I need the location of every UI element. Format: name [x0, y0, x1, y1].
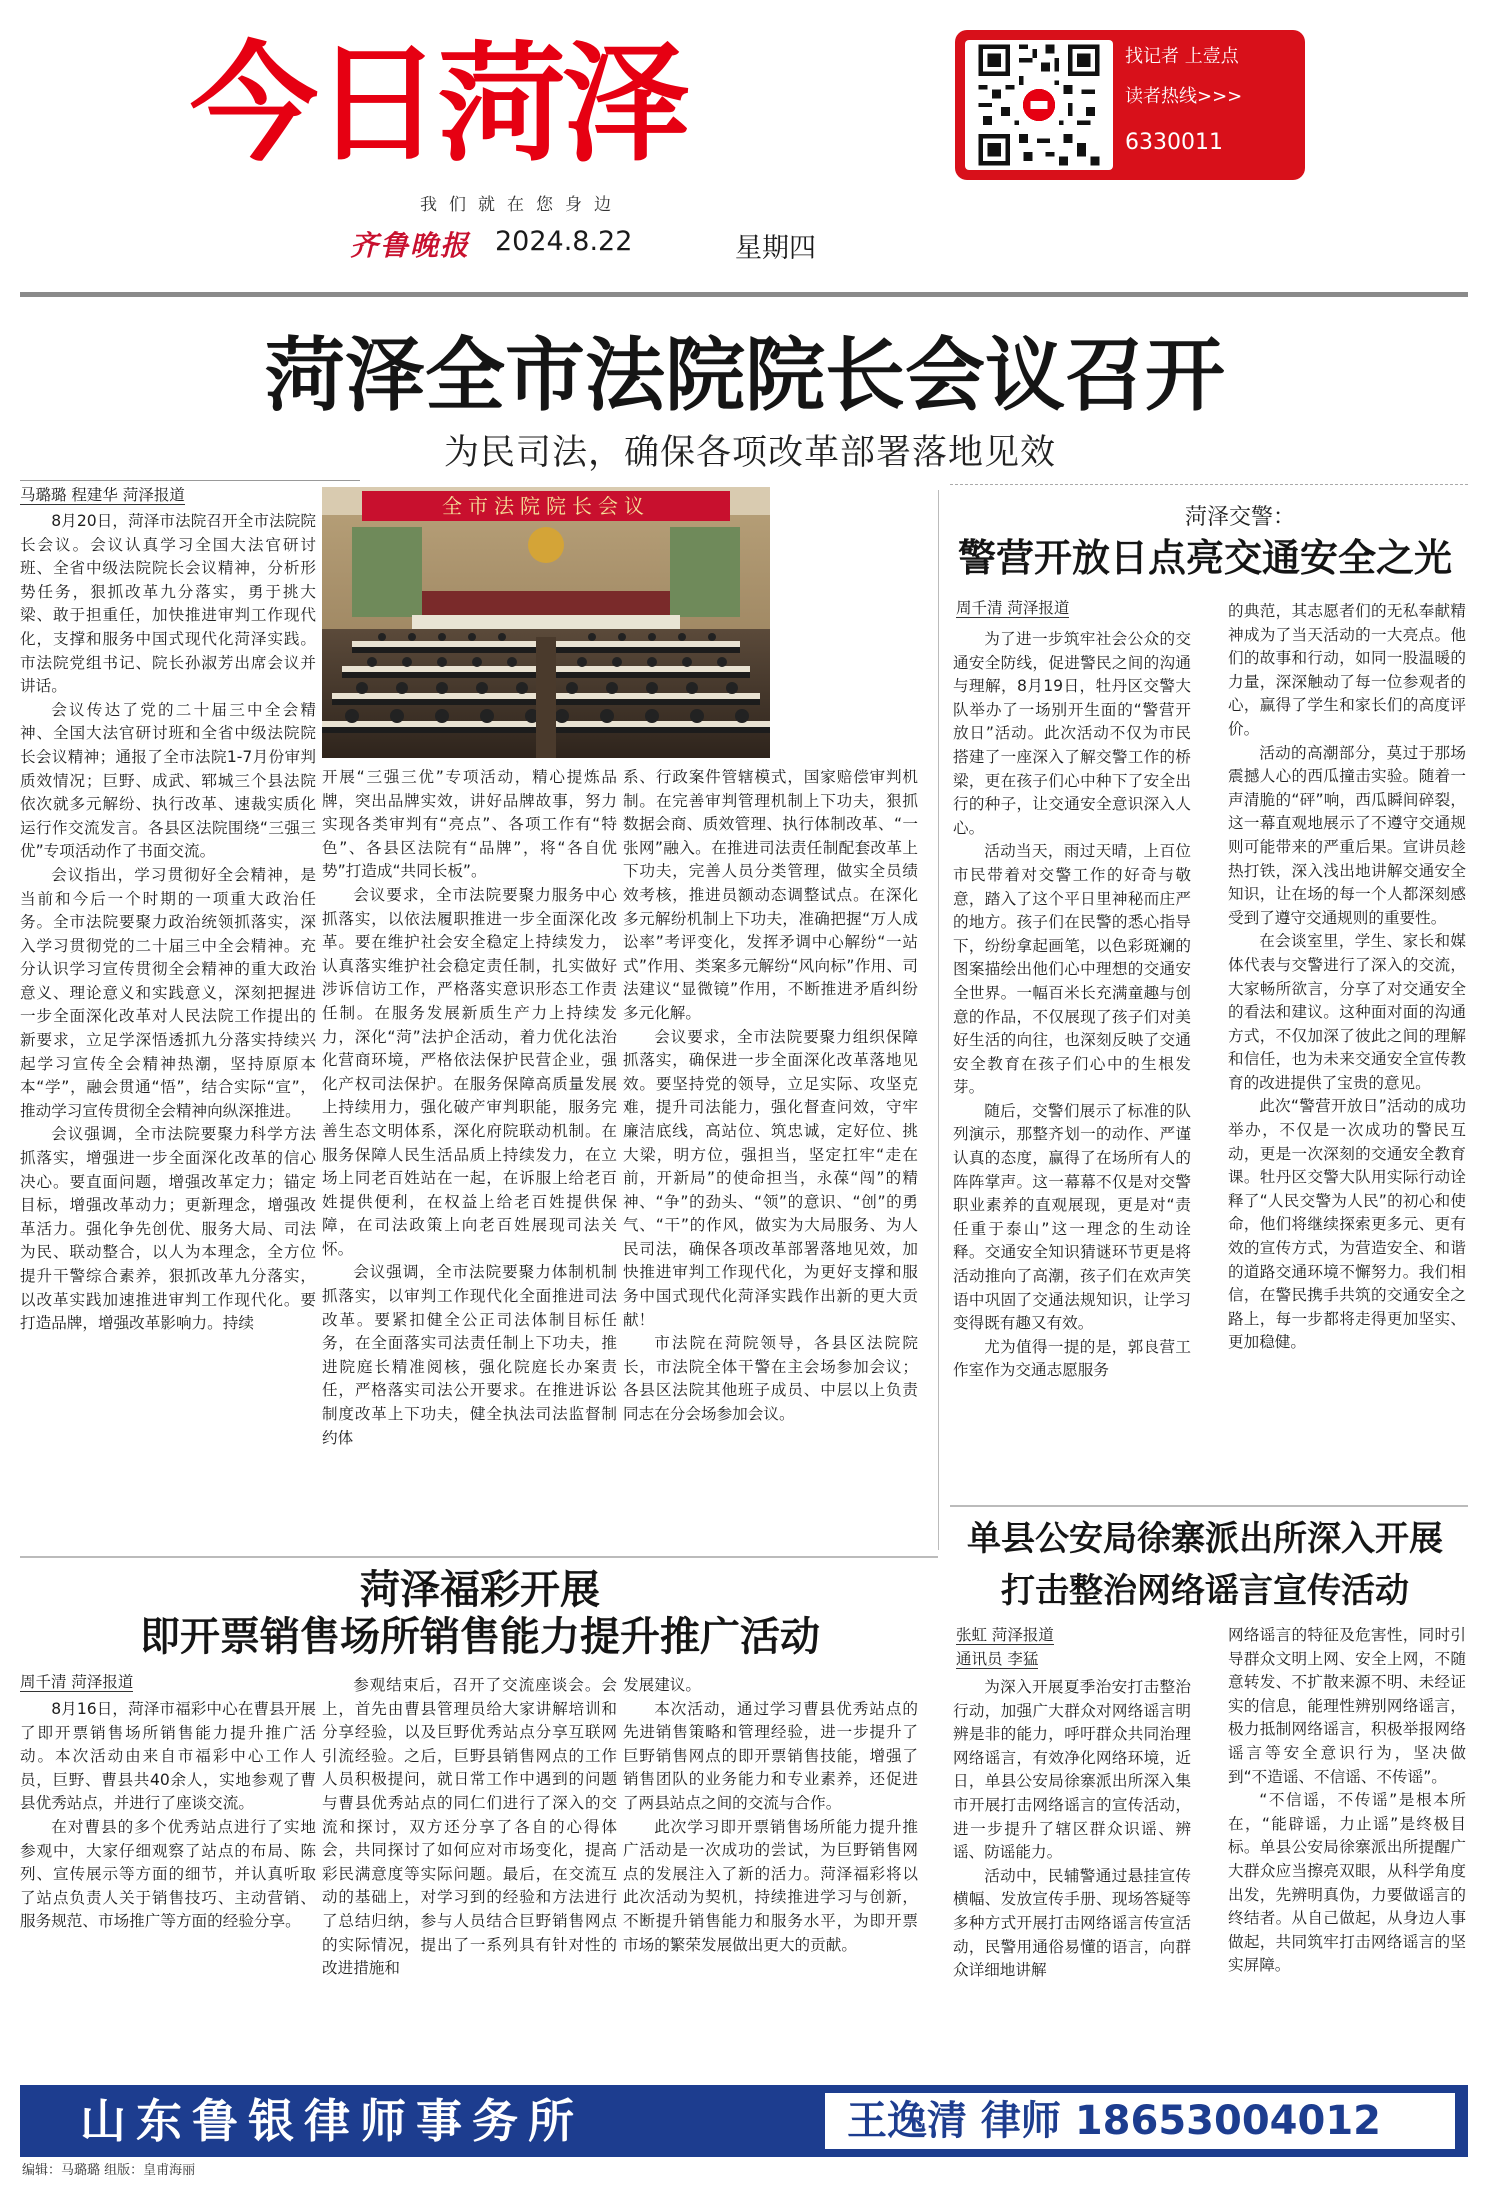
traffic-kicker: 菏泽交警：: [1184, 505, 1295, 530]
police-headline-line2: 打击整治网络谣言宣传活动: [1001, 1571, 1409, 1611]
paper-name-logo: 齐鲁晚报: [350, 229, 471, 262]
paragraph: 会议要求，全市法院要聚力服务中心抓落实，以依法履职推进一步全面深化改革。要在维护社会安全稳定上持续发力，认真落实维护社会稳定责任制，扎实做好涉诉信访工作，严格落实意识形态工作责任制。在服务发展新质生产力上持续发力，深化“菏”法护企活动，着力优化法治化营商环境，严格依法保护民营企业，强化产权司法保护。在服务保障高质量发展上持续用力，强化破产审判职能，服务完善生态文明体系，深化府院联动机制。在服务保障人民生活品质上持续发力，在立场上同老百姓站在一起，在诉服上给老百姓提供便利，在权益上给老百姓提供保障，在司法政策上向老百姓展现司法关怀。: [322, 885, 617, 1258]
paragraph: 会议传达了党的二十届三中全会精神、全国大法官研讨班和全省中级法院院长会议精神；通报了全市法院1-7月份审判质效情况；巨野、成武、郓城三个县法院依次就多元解纷、执行改革、速裁实质化运行作交流发言。各县区法院围绕“三强三优”专项活动作了书面交流。: [20, 700, 316, 861]
lottery-article-col1: [20, 1698, 316, 2073]
paragraph: 8月20日，菏泽市法院召开全市法院院长会议。会议认真学习全国大法官研讨班、全省中级法院院长会议精神，分析形势任务，狠抓改革九分落实，勇于挑大梁、敢于担重任，加快推进审判工作现代化，支撑和服务中国式现代化菏泽实践。市法院党组书记、院长孙淑芳出席会议并讲话。: [20, 512, 316, 696]
ad-firm-name: 山东鲁银律师事务所: [80, 2094, 584, 2148]
paragraph: 活动的高潮部分，莫过于那场震撼人心的西瓜撞击实验。随着一声清脆的“砰”响，西瓜瞬间碎裂，这一幕直观地展示了不遵守交通规则可能带来的严重后果。宣讲员趁热打铁，深入浅出地讲解交通安全知识，让在场的每一个人都深刻感受到了遵守交通规则的重要性。: [1228, 743, 1466, 927]
paragraph: 尤为值得一提的是，郭良营工作室作为交通志愿服务: [953, 1337, 1191, 1380]
hotline-number: 6330011: [1125, 130, 1223, 155]
police-article-col2: [1228, 1624, 1466, 2074]
section-divider: [950, 1505, 1468, 1507]
ad-contact: 王逸清 律师 18653004012: [825, 2093, 1455, 2149]
traffic-headline: 警营开放日点亮交通安全之光: [957, 535, 1452, 580]
issue-weekday: 星期四: [735, 233, 816, 264]
paragraph: 会议强调，全市法院要聚力科学方法抓落实，增强进一步全面深化改革的信心决心。要直面问题，增强改革定力；锚定目标，增强改革动力；更新理念，增强改革活力。强化争先创优、服务大局、司法为民、联动整合，以人为本理念，全方位提升干警综合素养，狠抓改革九分落实，以改革实践加速推进审判工作现代化。要打造品牌，增强改革影响力。持续: [20, 1125, 316, 1333]
police-article-col1: [953, 1676, 1191, 2074]
paragraph: 会议指出，学习贯彻好全会精神，是当前和今后一个时期的一项重大政治任务。全市法院要聚力政治统领抓落实，深入学习贯彻党的二十届三中全会精神。充分认识学习宣传贯彻全会精神的重大政治意义、理论意义和实践意义，深刻把握进一步全面深化改革对人民法院工作提出的新要求，立足学深悟透抓九分落实持续兴起学习宣传全会精神热潮，坚持原原本本“学”，融会贯通“悟”，结合实际“宣”，推动学习宣传贯彻全会精神向纵深推进。: [20, 865, 316, 1120]
paragraph: 活动当天，雨过天晴，上百位市民带着对交警工作的好奇与敬意，踏入了这个平日里神秘而庄严的地方。孩子们在民警的悉心指导下，纷纷拿起画笔，以色彩斑斓的图案描绘出他们心中理想的交通安全世界。一幅百米长充满童趣与创意的作品，不仅展现了孩子们对美好生活的向往，也深刻反映了交通安全教育在孩子们心中的生根发芽。: [953, 842, 1191, 1097]
section-divider: [20, 1556, 938, 1558]
paragraph: 活动中，民辅警通过悬挂宣传横幅、发放宣传手册、现场答疑等多种方式开展打击网络谣言传宣活动，民警用通俗易懂的语言，向群众详细地讲解: [953, 1866, 1191, 1980]
traffic-byline: 周千清 菏泽报道: [956, 599, 1070, 617]
paragraph: 为了进一步筑牢社会公众的交通安全防线，促进警民之间的沟通与理解，8月19日，牡丹区交警大队举办了一场别开生面的“警营开放日”活动。此次活动不仅为市民搭建了一座深入了解交警工作的桥梁，更在孩子们心中种下了安全出行的种子，让交通安全意识深入人心。: [953, 630, 1191, 837]
paragraph: 在对曹县的多个优秀站点进行了实地参观中，大家仔细观察了站点的布局、陈列、宣传展示等方面的细节，并认真听取了站点负责人关于销售技巧、主动营销、服务规范、市场推广等方面的经验分享。: [20, 1817, 316, 1931]
column-divider: [938, 490, 939, 1550]
traffic-article-col2: [1228, 600, 1466, 1520]
paragraph: 此次学习即开票销售场所能力提升推广活动是一次成功的尝试，为巨野销售网点的发展注入了新的活力。菏泽福彩将以此次活动为契机，持续推进学习与创新，不断提升销售能力和服务水平，为即开票市场的繁荣发展做出更大的贡献。: [623, 1817, 918, 1954]
paragraph: 为深入开展夏季治安打击整治行动，加强广大群众对网络谣言明辨是非的能力，呼吁群众共同治理网络谣言，有效净化网络环境，近日，单县公安局徐寨派出所深入集市开展打击网络谣言的宣传活动，进一步提升了辖区群众识谣、辨谣、防谣能力。: [953, 1678, 1191, 1862]
paragraph: 市法院在菏院领导，各县区法院院长，市法院全体干警在主会场参加会议；各县区法院其他班子成员、中层以上负责同志在分会场参加会议。: [623, 1334, 918, 1424]
hotline-label: 读者热线>>>: [1125, 86, 1243, 107]
main-article-col2: [322, 766, 617, 1548]
issue-date: 2024.8.22: [495, 226, 633, 257]
main-subhead: 为民司法，确保各项改革部署落地见效: [443, 433, 1056, 473]
paragraph: “不信谣，不传谣”是根本所在，“能辟谣，力止谣”是终极目标。单县公安局徐寨派出所提醒广大群众应当擦亮双眼，从科学角度出发，先辨明真伪，力要做谣言的终结者。从自己做起，从身边人事做起，共同筑牢打击网络谣言的坚实屏障。: [1228, 1791, 1466, 1975]
lottery-headline-line1: 菏泽福彩开展: [360, 1566, 600, 1613]
hotline-slogan: 找记者 上壹点: [1125, 46, 1239, 67]
photo-banner-text: 全市法院院长会议: [442, 494, 650, 518]
paragraph: 网络谣言的特征及危害性，同时引导群众文明上网、安全上网，不随意转发、不扩散来源不明、未经证实的信息，能理性辨别网络谣言，极力抵制网络谣言，积极举报网络谣言等安全意识行为，坚决做到“不造谣、不信谣、不传谣”。: [1228, 1626, 1466, 1786]
lottery-article-col2: [322, 1674, 617, 2074]
main-byline: 马璐璐 程建华 菏泽报道: [20, 486, 185, 504]
main-headline: 菏泽全市法院院长会议召开: [265, 328, 1225, 422]
paragraph: 此次“警营开放日”活动的成功举办，不仅是一次成功的警民互动，更是一次深刻的交通安全教育课。牡丹区交警大队用实际行动诠释了“人民交警为人民”的初心和使命，他们将继续探索更多元、更有效的宣传方式，为营造安全、和谐的道路交通环境不懈努力。我们相信，在警民携手共筑的交通安全之路上，每一步都将走得更加坚实、更加稳健。: [1228, 1097, 1466, 1352]
paragraph: 的典范，其志愿者们的无私奉献精神成为了当天活动的一大亮点。他们的故事和行动，如同一股温暖的力量，深深触动了每一位参观者的心，赢得了学生和家长们的高度评价。: [1228, 602, 1466, 738]
police-headline-line1: 单县公安局徐寨派出所深入开展: [967, 1519, 1443, 1559]
paragraph: 本次活动，通过学习曹县优秀站点的先进销售策略和管理经验，进一步提升了巨野销售网点的即开票销售技能，增强了销售团队的业务能力和专业素养，还促进了两县站点之间的交流与合作。: [623, 1699, 918, 1812]
page-credits: 编辑：马璐璐 组版：皇甫海丽: [22, 2163, 196, 2178]
paragraph: 随后，交警们展示了标准的队列演示，那整齐划一的动作、严谨认真的态度，赢得了在场所有人的阵阵掌声。这一幕幕不仅是对交警职业素养的直观展现，更是对“责任重于泰山”这一理念的生动诠释。交通安全知识猜谜环节更是将活动推向了高潮，孩子们在欢声笑语中巩固了交通法规知识，让学习变得既有趣又有效。: [953, 1101, 1191, 1333]
masthead-slogan: 我们就在您身边: [420, 195, 623, 215]
main-article-col1: [20, 510, 316, 1548]
paragraph: 在会谈室里，学生、家长和媒体代表与交警进行了深入的交流，大家畅所欲言，分享了对交通安全的看法和建议。这种面对面的沟通方式，不仅加深了彼此之间的理解和信任，也为未来交通安全宣传教育的改进提供了宝贵的意见。: [1228, 932, 1466, 1092]
main-article-col3: [623, 766, 918, 1548]
paragraph: 系、行政案件管辖模式，国家赔偿审判机制。在完善审判管理机制上下功夫，狠抓数据会商、质效管理、执行体制改革、“一张网”融入。在推进司法责任制配套改革上下功夫，完善人员分类管理，做实全员绩效考核，推进员额动态调整试点。在深化多元解纷机制上下功夫，准确把握“万人成讼率”考评变化，发挥矛调中心解纷“一站式”作用、类案多元解纷“风向标”作用、司法建议“显微镜”作用，不断推进矛盾纠纷多元化解。: [623, 768, 918, 1022]
lottery-article-col3: [623, 1674, 918, 2074]
masthead-divider: [20, 292, 1468, 297]
traffic-top-rule: [950, 484, 1468, 487]
qr-code-icon[interactable]: [965, 40, 1113, 170]
paragraph: 发展建议。: [623, 1676, 701, 1694]
lottery-headline-line2: 即开票销售场所销售能力提升推广活动: [140, 1613, 820, 1660]
paragraph: 参观结束后，召开了交流座谈会。会上，首先由曹县管理员给大家讲解培训和分享经验，以及巨野优秀站点分享互联网引流经验。之后，巨野县销售网点的工作人员积极提问，就日常工作中遇到的问题与曹县优秀站点的同仁们进行了深入的交流和探讨，双方还分享了各自的心得体会，共同探讨了如何应对市场变化，提高彩民满意度等实际问题。最后，在交流互动的基础上，对学习到的经验和方法进行了总结归纳，参与人员结合巨野销售网点的实际情况，提出了一系列具有针对性的改进措施和: [322, 1676, 617, 1978]
paragraph: 开展“三强三优”专项活动，精心提炼品牌，突出品牌实效，讲好品牌故事，努力实现各类审判有“亮点”、各项工作有“特色”、各县区法院有“品牌”，将“各自优势”打造成“共同长板”。: [322, 768, 617, 881]
masthead-title: 今日菏泽: [190, 30, 687, 179]
traffic-article-col1: [953, 628, 1191, 1518]
reader-hotline-box: [955, 30, 1305, 180]
paragraph: 会议要求，全市法院要聚力组织保障抓落实，确保进一步全面深化改革落地见效。要坚持党的领导，立足实际、攻坚克难，提升司法能力，强化督查问效，守牢廉洁底线，高站位、筑忠诚，定好位、挑大梁，明方位，强担当，坚定扛牢“走在前，开新局”的使命担当，永葆“闯”的精神、“争”的劲头、“领”的意识、“创”的勇气、“干”的作风，做实为大局服务、为人民司法，确保各项改革部署落地见效，加快推进审判工作现代化，为更好支撑和服务中国式现代化菏泽实践作出新的更大贡献！: [623, 1027, 918, 1329]
law-firm-advertisement: [20, 2085, 1468, 2157]
lottery-byline: 周千清 菏泽报道: [20, 1673, 134, 1691]
police-correspondent: 通讯员 李猛: [956, 1650, 1039, 1668]
paragraph: 8月16日，菏泽市福彩中心在曹县开展了即开票销售场所销售能力提升推广活动。本次活动由来自市福彩中心工作人员，巨野、曹县共40余人，实地参观了曹县优秀站点，并进行了座谈交流。: [20, 1700, 316, 1813]
meeting-photo: [322, 487, 770, 758]
paragraph: 会议强调，全市法院要聚力体制机制抓落实，以审判工作现代化全面推进司法改革。要紧扣健全公正司法体制目标任务，在全面落实司法责任制上下功夫，推进院庭长精准阅核，强化院庭长办案责任，严格落实司法公开要求。在推进诉讼制度改革上下功夫，健全执法司法监督制约体: [322, 1263, 617, 1447]
police-byline: 张虹 菏泽报道: [956, 1626, 1054, 1644]
